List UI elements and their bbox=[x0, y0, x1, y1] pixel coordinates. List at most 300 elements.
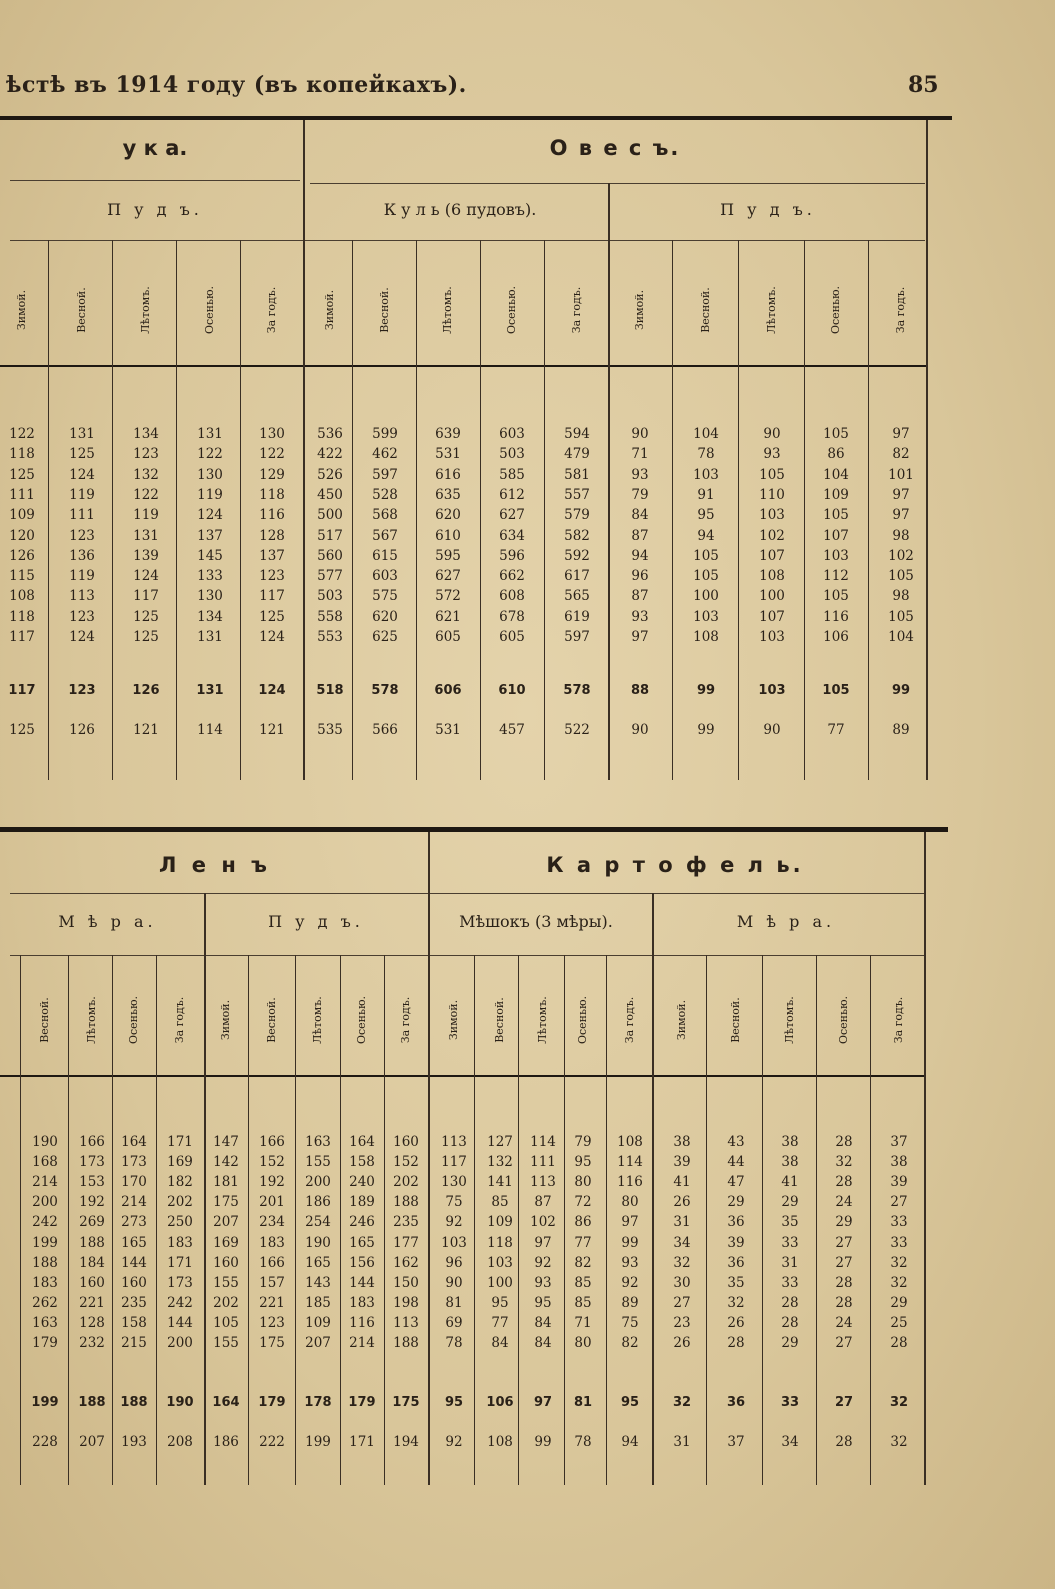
table-cell: 462 bbox=[372, 446, 398, 463]
table-cell: 183 bbox=[32, 1274, 58, 1291]
table-cell: 71 bbox=[631, 446, 649, 463]
column-header: Весной. bbox=[378, 287, 391, 333]
table-cell: 160 bbox=[393, 1134, 419, 1150]
table-cell: 183 bbox=[259, 1234, 285, 1251]
column-header: Лѣтомъ. bbox=[139, 286, 152, 334]
table-cell: 235 bbox=[393, 1214, 419, 1231]
table-cell: 75 bbox=[445, 1194, 463, 1211]
table-cell: 450 bbox=[317, 486, 343, 503]
table-cell: 111 bbox=[9, 486, 35, 503]
table-cell: 105 bbox=[759, 466, 785, 483]
table-cell: 610 bbox=[435, 527, 461, 544]
subheader-mera-potato: М ѣ р а. bbox=[736, 912, 836, 931]
table-cell: 99 bbox=[534, 1434, 552, 1450]
table-cell: 121 bbox=[133, 722, 159, 738]
group-title-flax: Л е н ъ bbox=[159, 853, 271, 877]
page-number: 85 bbox=[908, 72, 939, 98]
table-cell: 87 bbox=[534, 1194, 552, 1211]
table-cell: 234 bbox=[259, 1214, 285, 1231]
table-cell: 26 bbox=[673, 1335, 691, 1351]
table-cell: 165 bbox=[349, 1234, 375, 1251]
table-cell: 157 bbox=[259, 1274, 285, 1291]
table-cell: 97 bbox=[621, 1214, 639, 1231]
table-cell: 254 bbox=[305, 1214, 331, 1231]
table-cell: 69 bbox=[445, 1314, 463, 1331]
table-cell: 99 bbox=[621, 1234, 639, 1251]
table-cell: 27 bbox=[673, 1294, 691, 1311]
table-cell: 186 bbox=[305, 1194, 331, 1211]
table-cell: 84 bbox=[631, 507, 649, 524]
table-cell: 38 bbox=[673, 1134, 691, 1150]
column-rule bbox=[480, 240, 481, 780]
table-cell: 202 bbox=[213, 1294, 239, 1311]
table-cell: 100 bbox=[487, 1274, 513, 1291]
table-cell: 77 bbox=[574, 1234, 592, 1251]
table-cell: 222 bbox=[259, 1434, 285, 1450]
table-cell: 119 bbox=[197, 486, 223, 503]
table-cell: 166 bbox=[259, 1254, 285, 1271]
table-cell: 94 bbox=[621, 1434, 639, 1450]
table-cell: 250 bbox=[167, 1214, 193, 1231]
table-cell: 29 bbox=[781, 1335, 799, 1351]
table-cell: 235 bbox=[121, 1294, 147, 1311]
table-cell: 105 bbox=[822, 683, 850, 698]
table-cell: 188 bbox=[78, 1395, 106, 1410]
table-cell: 169 bbox=[167, 1154, 193, 1171]
column-rule bbox=[176, 240, 177, 780]
table-cell: 101 bbox=[888, 466, 914, 483]
table-cell: 179 bbox=[32, 1335, 58, 1351]
table-cell: 99 bbox=[891, 683, 911, 698]
table-cell: 106 bbox=[823, 629, 849, 645]
table-cell: 96 bbox=[631, 568, 649, 585]
column-rule bbox=[48, 240, 49, 780]
table-cell: 82 bbox=[574, 1254, 592, 1271]
table-cell: 23 bbox=[673, 1314, 691, 1331]
table-cell: 503 bbox=[499, 446, 525, 463]
table-cell: 518 bbox=[316, 683, 344, 698]
table-cell: 188 bbox=[79, 1234, 105, 1251]
table-cell: 103 bbox=[487, 1254, 513, 1271]
table-cell: 155 bbox=[213, 1335, 239, 1351]
table-cell: 560 bbox=[317, 547, 343, 564]
table-cell: 87 bbox=[631, 527, 649, 544]
table-cell: 575 bbox=[372, 588, 398, 605]
column-header: Осенью. bbox=[355, 995, 368, 1045]
table-cell: 109 bbox=[487, 1214, 513, 1231]
table-cell: 134 bbox=[133, 426, 159, 442]
table-cell: 113 bbox=[393, 1314, 419, 1331]
table-cell: 90 bbox=[631, 722, 649, 738]
running-title: ѣстѣ въ 1914 году (въ копейкахъ). bbox=[6, 72, 467, 98]
table-cell: 568 bbox=[372, 507, 398, 524]
table-cell: 572 bbox=[435, 588, 461, 605]
table-cell: 192 bbox=[259, 1174, 285, 1191]
table-cell: 173 bbox=[79, 1154, 105, 1171]
table-cell: 117 bbox=[8, 683, 36, 698]
table-cell: 125 bbox=[9, 722, 35, 738]
table-cell: 175 bbox=[392, 1395, 420, 1410]
table-cell: 38 bbox=[781, 1134, 799, 1150]
table-cell: 617 bbox=[564, 568, 590, 585]
table-cell: 33 bbox=[781, 1234, 799, 1251]
table-cell: 156 bbox=[349, 1254, 375, 1271]
table-cell: 129 bbox=[259, 466, 285, 483]
header-divider bbox=[10, 180, 300, 181]
table-cell: 124 bbox=[69, 466, 95, 483]
column-header: Весной. bbox=[729, 997, 742, 1043]
table-cell: 81 bbox=[573, 1395, 593, 1410]
table-cell: 139 bbox=[133, 547, 159, 564]
table-cell: 24 bbox=[835, 1314, 853, 1331]
table-cell: 117 bbox=[133, 588, 159, 605]
table-cell: 678 bbox=[499, 608, 525, 625]
table-cell: 84 bbox=[491, 1335, 509, 1351]
table-cell: 28 bbox=[835, 1134, 853, 1150]
top-table-rule bbox=[0, 116, 952, 120]
subheader-pud-right: П у д ъ. bbox=[720, 200, 816, 219]
table-cell: 137 bbox=[197, 527, 223, 544]
table-cell: 567 bbox=[372, 527, 398, 544]
table-cell: 170 bbox=[121, 1174, 147, 1191]
table-cell: 32 bbox=[673, 1254, 691, 1271]
table-cell: 116 bbox=[823, 608, 849, 625]
table-cell: 106 bbox=[486, 1395, 514, 1410]
table-cell: 75 bbox=[621, 1314, 639, 1331]
column-header: За годъ. bbox=[894, 286, 907, 334]
column-header: Осенью. bbox=[505, 285, 518, 335]
table-cell: 128 bbox=[259, 527, 285, 544]
table-cell: 634 bbox=[499, 527, 525, 544]
column-rule bbox=[762, 955, 763, 1485]
table-cell: 36 bbox=[727, 1214, 745, 1231]
table-cell: 77 bbox=[491, 1314, 509, 1331]
table-cell: 32 bbox=[835, 1154, 853, 1171]
table-cell: 194 bbox=[393, 1434, 419, 1450]
table-cell: 173 bbox=[167, 1274, 193, 1291]
table-cell: 173 bbox=[121, 1154, 147, 1171]
table-cell: 95 bbox=[697, 507, 715, 524]
table-cell: 109 bbox=[823, 486, 849, 503]
table-cell: 123 bbox=[68, 683, 96, 698]
table-cell: 107 bbox=[759, 608, 785, 625]
table-cell: 597 bbox=[372, 466, 398, 483]
table-cell: 118 bbox=[259, 486, 285, 503]
column-rule bbox=[870, 955, 871, 1485]
table-cell: 130 bbox=[197, 466, 223, 483]
table-cell: 182 bbox=[167, 1174, 193, 1191]
table-cell: 90 bbox=[763, 426, 781, 442]
table-cell: 240 bbox=[349, 1174, 375, 1191]
table-cell: 164 bbox=[349, 1134, 375, 1150]
column-header: За годъ. bbox=[892, 996, 905, 1044]
header-divider bbox=[10, 955, 925, 956]
table-cell: 90 bbox=[631, 426, 649, 442]
table-cell: 126 bbox=[132, 683, 160, 698]
table-cell: 117 bbox=[9, 629, 35, 645]
table-cell: 102 bbox=[759, 527, 785, 544]
table-cell: 41 bbox=[673, 1174, 691, 1191]
table-cell: 635 bbox=[435, 486, 461, 503]
table-cell: 35 bbox=[727, 1274, 745, 1291]
table-cell: 90 bbox=[445, 1274, 463, 1291]
table-cell: 97 bbox=[533, 1395, 553, 1410]
table-cell: 27 bbox=[835, 1335, 853, 1351]
table-cell: 207 bbox=[213, 1214, 239, 1231]
table-cell: 152 bbox=[259, 1154, 285, 1171]
table-cell: 99 bbox=[696, 683, 716, 698]
table-cell: 200 bbox=[167, 1335, 193, 1351]
table-cell: 32 bbox=[889, 1395, 909, 1410]
table-cell: 78 bbox=[445, 1335, 463, 1351]
table-cell: 202 bbox=[393, 1174, 419, 1191]
table-cell: 566 bbox=[372, 722, 398, 738]
table-cell: 155 bbox=[213, 1274, 239, 1291]
table-cell: 118 bbox=[487, 1234, 513, 1251]
group-title-potato: К а р т о ф е л ь. bbox=[546, 853, 804, 877]
table-cell: 606 bbox=[434, 683, 462, 698]
table-cell: 119 bbox=[69, 568, 95, 585]
table-cell: 36 bbox=[726, 1395, 746, 1410]
table-cell: 85 bbox=[574, 1274, 592, 1291]
group-title-oats: О в е с ъ. bbox=[549, 136, 681, 160]
table-cell: 500 bbox=[317, 507, 343, 524]
table-cell: 34 bbox=[673, 1234, 691, 1251]
table-cell: 29 bbox=[727, 1194, 745, 1211]
table-cell: 214 bbox=[32, 1174, 58, 1191]
table-cell: 104 bbox=[693, 426, 719, 442]
table-cell: 228 bbox=[32, 1434, 58, 1450]
column-header: За годъ. bbox=[265, 286, 278, 334]
column-header: Осенью. bbox=[837, 995, 850, 1045]
subheader-kul: К у л ь (6 пудовъ). bbox=[383, 200, 537, 219]
table-cell: 131 bbox=[133, 527, 159, 544]
table-cell: 136 bbox=[69, 547, 95, 564]
table-cell: 608 bbox=[499, 588, 525, 605]
column-rule bbox=[544, 240, 545, 780]
table-cell: 578 bbox=[563, 683, 591, 698]
table-cell: 144 bbox=[121, 1254, 147, 1271]
table-cell: 28 bbox=[835, 1274, 853, 1291]
table-cell: 103 bbox=[759, 629, 785, 645]
table-cell: 179 bbox=[348, 1395, 376, 1410]
table-cell: 98 bbox=[892, 588, 910, 605]
table-cell: 621 bbox=[435, 608, 461, 625]
table-cell: 144 bbox=[349, 1274, 375, 1291]
column-rule bbox=[303, 120, 305, 780]
table-cell: 155 bbox=[305, 1154, 331, 1171]
table-cell: 34 bbox=[781, 1434, 799, 1450]
table-cell: 124 bbox=[259, 629, 285, 645]
table-cell: 117 bbox=[441, 1154, 467, 1171]
table-cell: 200 bbox=[305, 1174, 331, 1191]
table-cell: 581 bbox=[564, 466, 590, 483]
table-cell: 111 bbox=[530, 1154, 556, 1171]
table-cell: 117 bbox=[259, 588, 285, 605]
table-cell: 104 bbox=[823, 466, 849, 483]
table-cell: 108 bbox=[9, 588, 35, 605]
group-title-left: у к а. bbox=[122, 136, 188, 160]
table-cell: 109 bbox=[305, 1314, 331, 1331]
table-cell: 577 bbox=[317, 568, 343, 585]
table-cell: 32 bbox=[890, 1434, 908, 1450]
table-cell: 110 bbox=[759, 486, 785, 503]
table-cell: 158 bbox=[121, 1314, 147, 1331]
table-cell: 39 bbox=[727, 1234, 745, 1251]
column-header: Лѣтомъ. bbox=[85, 996, 98, 1044]
table-cell: 522 bbox=[564, 722, 590, 738]
table-cell: 26 bbox=[673, 1194, 691, 1211]
table-cell: 114 bbox=[197, 722, 223, 738]
table-cell: 28 bbox=[781, 1314, 799, 1331]
column-header: За годъ. bbox=[173, 996, 186, 1044]
table-cell: 108 bbox=[487, 1434, 513, 1450]
table-cell: 147 bbox=[213, 1134, 239, 1150]
table-cell: 113 bbox=[441, 1134, 467, 1150]
table-cell: 103 bbox=[758, 683, 786, 698]
column-header: Весной. bbox=[75, 287, 88, 333]
table-cell: 242 bbox=[32, 1214, 58, 1231]
table-cell: 595 bbox=[435, 547, 461, 564]
table-cell: 122 bbox=[9, 426, 35, 442]
table-cell: 221 bbox=[259, 1294, 285, 1311]
table-cell: 526 bbox=[317, 466, 343, 483]
table-cell: 84 bbox=[534, 1314, 552, 1331]
column-header: Зимой. bbox=[633, 289, 646, 331]
table-cell: 80 bbox=[574, 1335, 592, 1351]
top-table-header-rule bbox=[0, 365, 928, 367]
table-cell: 105 bbox=[888, 568, 914, 585]
column-header: Осенью. bbox=[203, 285, 216, 335]
table-cell: 118 bbox=[9, 446, 35, 463]
table-cell: 97 bbox=[892, 426, 910, 442]
table-cell: 105 bbox=[693, 547, 719, 564]
table-cell: 177 bbox=[393, 1234, 419, 1251]
column-rule bbox=[816, 955, 817, 1485]
table-cell: 130 bbox=[197, 588, 223, 605]
table-cell: 113 bbox=[530, 1174, 556, 1191]
table-cell: 33 bbox=[890, 1234, 908, 1251]
subheader-mera-flax: М ѣ р а. bbox=[58, 912, 157, 931]
column-header: Зимой. bbox=[15, 289, 28, 331]
table-cell: 190 bbox=[305, 1234, 331, 1251]
table-cell: 619 bbox=[564, 608, 590, 625]
column-header: Лѣтомъ. bbox=[783, 996, 796, 1044]
column-rule bbox=[240, 240, 241, 780]
table-cell: 232 bbox=[79, 1335, 105, 1351]
table-cell: 94 bbox=[631, 547, 649, 564]
table-cell: 29 bbox=[890, 1294, 908, 1311]
table-cell: 192 bbox=[79, 1194, 105, 1211]
table-cell: 125 bbox=[9, 466, 35, 483]
table-cell: 103 bbox=[693, 466, 719, 483]
table-cell: 627 bbox=[435, 568, 461, 585]
table-cell: 132 bbox=[133, 466, 159, 483]
column-rule bbox=[416, 240, 417, 780]
table-cell: 87 bbox=[631, 588, 649, 605]
table-cell: 457 bbox=[499, 722, 525, 738]
table-cell: 103 bbox=[441, 1234, 467, 1251]
table-cell: 126 bbox=[9, 547, 35, 564]
table-cell: 81 bbox=[445, 1294, 463, 1311]
table-cell: 132 bbox=[487, 1154, 513, 1171]
table-cell: 620 bbox=[435, 507, 461, 524]
table-cell: 118 bbox=[9, 608, 35, 625]
table-cell: 93 bbox=[621, 1254, 639, 1271]
table-cell: 82 bbox=[621, 1335, 639, 1351]
table-cell: 188 bbox=[393, 1194, 419, 1211]
table-cell: 214 bbox=[121, 1194, 147, 1211]
table-cell: 123 bbox=[69, 527, 95, 544]
table-cell: 31 bbox=[673, 1434, 691, 1450]
table-cell: 95 bbox=[444, 1395, 464, 1410]
table-cell: 200 bbox=[32, 1194, 58, 1211]
table-cell: 86 bbox=[827, 446, 845, 463]
column-rule bbox=[926, 120, 928, 780]
column-header: Весной. bbox=[38, 997, 51, 1043]
table-cell: 105 bbox=[213, 1314, 239, 1331]
table-cell: 89 bbox=[621, 1294, 639, 1311]
table-cell: 27 bbox=[835, 1234, 853, 1251]
table-cell: 47 bbox=[727, 1174, 745, 1191]
table-cell: 531 bbox=[435, 722, 461, 738]
table-cell: 620 bbox=[372, 608, 398, 625]
table-cell: 168 bbox=[32, 1154, 58, 1171]
table-cell: 39 bbox=[890, 1174, 908, 1191]
table-cell: 28 bbox=[727, 1335, 745, 1351]
table-cell: 28 bbox=[890, 1335, 908, 1351]
table-cell: 188 bbox=[393, 1335, 419, 1351]
table-cell: 124 bbox=[258, 683, 286, 698]
table-cell: 82 bbox=[892, 446, 910, 463]
table-cell: 127 bbox=[487, 1134, 513, 1150]
table-cell: 31 bbox=[781, 1254, 799, 1271]
table-cell: 603 bbox=[499, 426, 525, 442]
table-cell: 79 bbox=[631, 486, 649, 503]
table-cell: 616 bbox=[435, 466, 461, 483]
column-header: Весной. bbox=[699, 287, 712, 333]
table-cell: 160 bbox=[79, 1274, 105, 1291]
table-cell: 130 bbox=[441, 1174, 467, 1191]
table-cell: 183 bbox=[167, 1234, 193, 1251]
table-cell: 158 bbox=[349, 1154, 375, 1171]
table-cell: 183 bbox=[349, 1294, 375, 1311]
table-cell: 597 bbox=[564, 629, 590, 645]
table-cell: 89 bbox=[892, 722, 910, 738]
table-cell: 190 bbox=[166, 1395, 194, 1410]
table-cell: 171 bbox=[349, 1434, 375, 1450]
table-cell: 503 bbox=[317, 588, 343, 605]
table-cell: 553 bbox=[317, 629, 343, 645]
table-cell: 107 bbox=[823, 527, 849, 544]
table-cell: 164 bbox=[212, 1395, 240, 1410]
table-cell: 100 bbox=[693, 588, 719, 605]
table-cell: 97 bbox=[534, 1234, 552, 1251]
table-cell: 207 bbox=[79, 1434, 105, 1450]
column-header: Осенью. bbox=[576, 995, 589, 1045]
table-cell: 92 bbox=[621, 1274, 639, 1291]
table-cell: 105 bbox=[888, 608, 914, 625]
table-cell: 116 bbox=[617, 1174, 643, 1191]
table-cell: 175 bbox=[213, 1194, 239, 1211]
table-cell: 38 bbox=[890, 1154, 908, 1171]
table-cell: 114 bbox=[617, 1154, 643, 1171]
table-cell: 86 bbox=[574, 1214, 592, 1231]
table-cell: 599 bbox=[372, 426, 398, 442]
table-cell: 28 bbox=[835, 1294, 853, 1311]
table-cell: 84 bbox=[534, 1335, 552, 1351]
table-cell: 41 bbox=[781, 1174, 799, 1191]
